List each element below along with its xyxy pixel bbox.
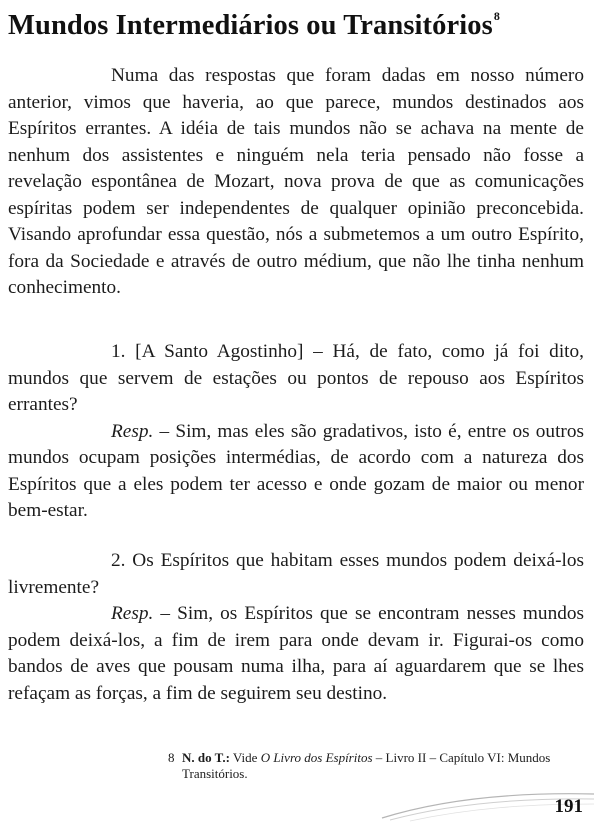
chapter-title-text: Mundos Intermediários ou Transitórios: [8, 10, 493, 41]
question-2-block: [8, 548, 584, 707]
footnote-suffix: – Livro II – Capítulo VI: Mundos Transitórios.: [182, 750, 551, 781]
footnote-number: 8: [168, 750, 175, 765]
answer-2-label: Resp.: [111, 603, 154, 624]
intro-paragraph-block: [8, 63, 584, 302]
question-1-block: [8, 339, 584, 525]
answer-1-text: – Sim, mas eles são gradativos, isto é, entre os outros mundos ocupam posições intermédias, de acordo com a natureza dos Espíritos que a eles podem ter acesso e onde gozam de maior ou menor bem-estar.: [8, 420, 584, 521]
page-number: 191: [554, 796, 583, 817]
question-2: 2. Os Espíritos que habitam esses mundos podem deixá-los livremente?: [8, 550, 584, 598]
footnote-prefix: Vide: [229, 750, 261, 765]
answer-2: [8, 601, 584, 707]
footnote-reference: 8: [493, 9, 500, 23]
answer-1: [8, 419, 584, 525]
answer-1-label: Resp.: [111, 420, 154, 442]
footnote-book-title: O Livro dos Espíritos: [260, 750, 373, 765]
footnote-author: N. do T.:: [182, 750, 230, 765]
question-1: 1. [A Santo Agostinho] – Há, de fato, como já foi dito, mundos que servem de estações ou pontos de repouso aos Espíritos errantes?: [8, 341, 584, 415]
answer-2-text: – Sim, os Espíritos que se encontram nesses mundos podem deixá-los, a fim de irem para onde devam ir. Figurai-os como bandos de aves que pousam numa ilha, para aí aguardarem que se lhes refaçam as forças, a fim de seguirem seu destino.: [8, 603, 584, 704]
footnote-body: [182, 750, 592, 782]
chapter-title: [8, 10, 500, 42]
intro-paragraph: Numa das respostas que foram dadas em nosso número anterior, vimos que haveria, ao que parece, mundos destinados aos Espíritos errantes. A idéia de tais mundos não se achava na mente de nenhum dos assistentes e ninguém nela teria pensado não fosse a revelação espontânea de Mozart, nova prova de que as comunicações espíritas podem ser independentes de qualquer opinião preconcebida. Visando aprofundar essa questão, nós a submetemos a um outro Espírito, fora da Sociedade e através de outro médium, que não lhe tinha nenhum conhecimento.: [8, 65, 584, 298]
